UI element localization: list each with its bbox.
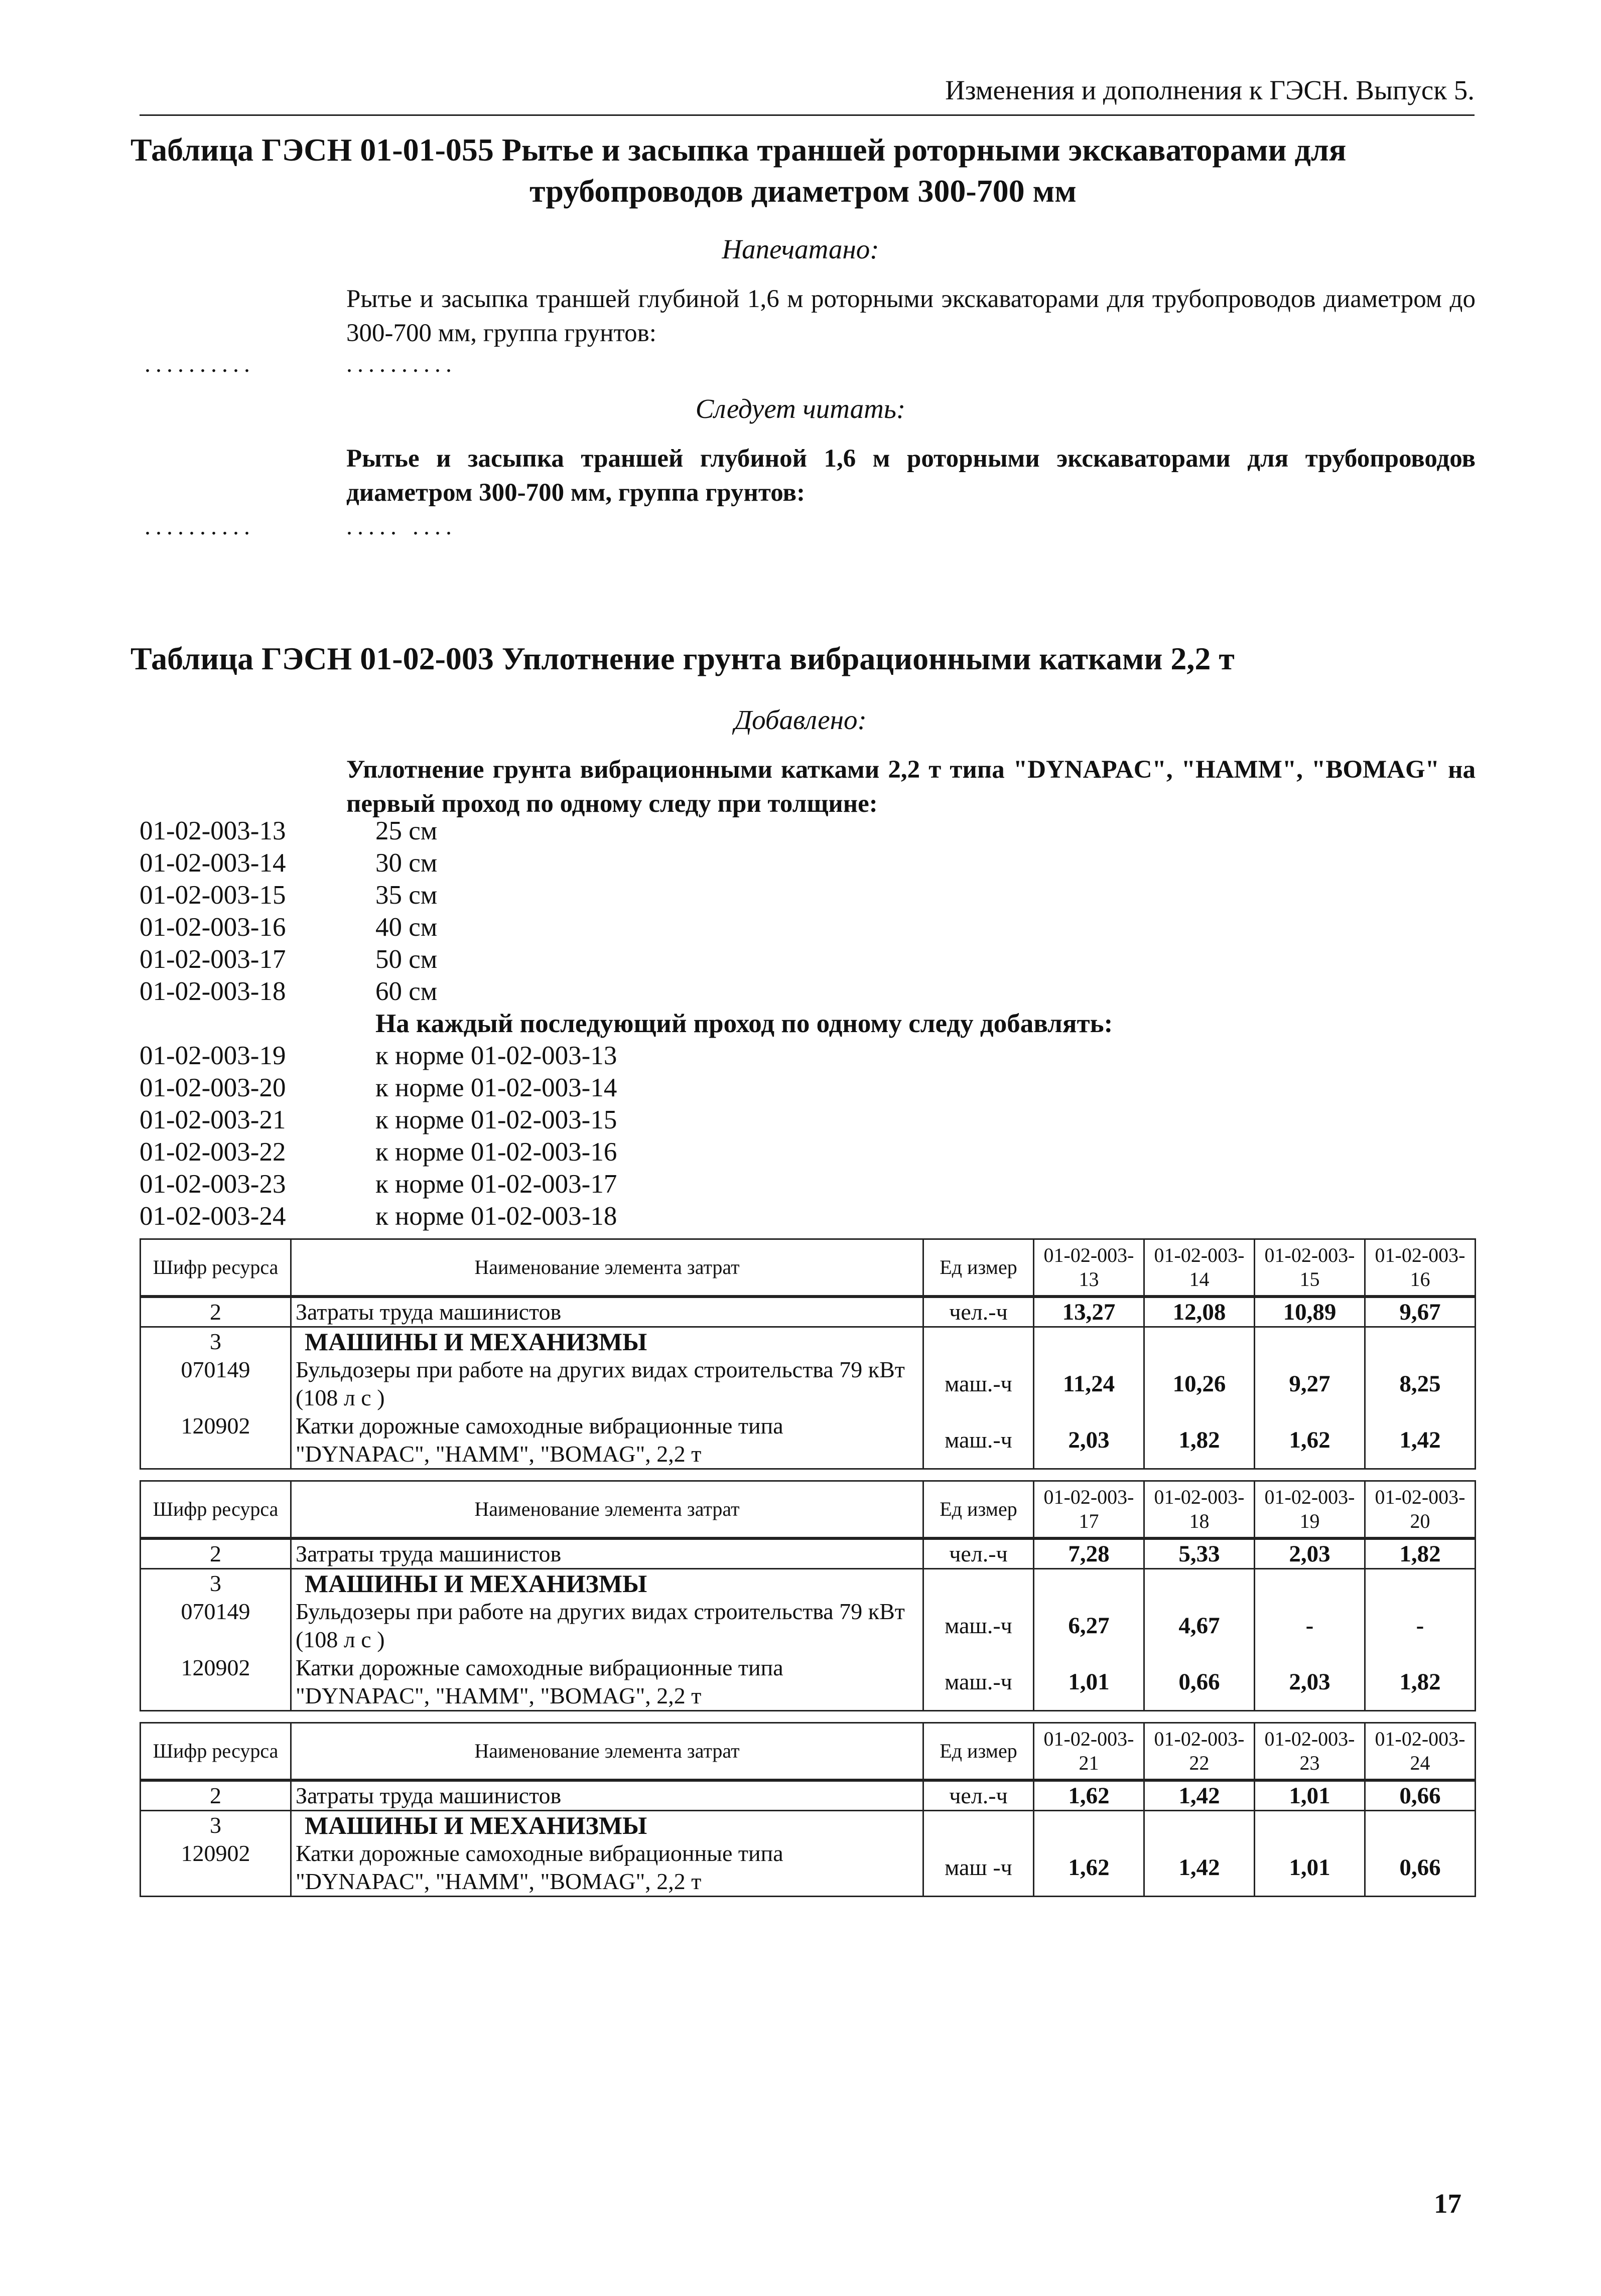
table-section-row xyxy=(141,1811,1476,1840)
header-norm-code: 01-02-003-18 xyxy=(1144,1481,1255,1539)
header-unit: Ед измер xyxy=(923,1723,1034,1781)
norm-value: 30 см xyxy=(375,848,438,878)
norm-list-item xyxy=(140,943,1475,975)
resource-code: 120902 xyxy=(141,1412,291,1469)
resource-code: 2 xyxy=(141,1297,291,1327)
norm-value: 0,66 xyxy=(1365,1839,1476,1897)
norm-value: 10,89 xyxy=(1255,1297,1365,1327)
header-norm-code: 01-02-003-13 xyxy=(1034,1239,1144,1297)
resource-code: 120902 xyxy=(141,1839,291,1897)
header-norm-code: 01-02-003-19 xyxy=(1255,1481,1365,1539)
norm-value: 50 см xyxy=(375,945,438,974)
norm-value xyxy=(1034,1569,1144,1598)
norm-list-item xyxy=(140,815,1475,847)
norm-value: 1,42 xyxy=(1144,1839,1255,1897)
page-number: 17 xyxy=(1434,2188,1461,2219)
norm-value: 1,82 xyxy=(1144,1412,1255,1469)
norm-value: 9,27 xyxy=(1255,1356,1365,1412)
table-row xyxy=(141,1297,1476,1327)
norm-list-item xyxy=(140,1168,1475,1200)
section-name: МАШИНЫ И МЕХАНИЗМЫ xyxy=(291,1811,923,1840)
norm-value: 13,27 xyxy=(1034,1297,1144,1327)
norm-value: 1,01 xyxy=(1255,1839,1365,1897)
table-section-row xyxy=(141,1569,1476,1598)
norm-value: 60 см xyxy=(375,977,438,1006)
resource-code: 3 xyxy=(141,1327,291,1356)
norm-code: 01-02-003-21 xyxy=(140,1105,286,1134)
norm-code: 01-02-003-16 xyxy=(140,913,286,942)
norm-value xyxy=(1365,1327,1476,1356)
norm-code: 01-02-003-17 xyxy=(140,945,286,974)
norm-value: 7,28 xyxy=(1034,1538,1144,1569)
running-header: Изменения и дополнения к ГЭСН. Выпуск 5. xyxy=(140,70,1475,116)
table-row xyxy=(141,1538,1476,1569)
norm-value xyxy=(1255,1327,1365,1356)
table-row xyxy=(141,1598,1476,1654)
unit: чел.-ч xyxy=(923,1780,1034,1811)
norm-code: 01-02-003-19 xyxy=(140,1041,286,1070)
norm-list-item xyxy=(140,975,1475,1008)
header-element-name: Наименование элемента затрат xyxy=(291,1239,923,1297)
unit: маш.-ч xyxy=(923,1598,1034,1654)
subsequent-pass-heading: На каждый последующий проход по одному следу добавлять: xyxy=(375,1009,1113,1038)
printed-dots-right: .......... xyxy=(346,351,457,377)
norm-code: 01-02-003-18 xyxy=(140,977,286,1006)
resource-code: 2 xyxy=(141,1780,291,1811)
table-row xyxy=(141,1412,1476,1469)
table-row xyxy=(141,1839,1476,1897)
norm-value: 1,42 xyxy=(1365,1412,1476,1469)
printed-label: Напечатано: xyxy=(722,234,879,264)
norm-value: к норме 01-02-003-16 xyxy=(375,1137,617,1167)
unit xyxy=(923,1327,1034,1356)
norm-value: 10,26 xyxy=(1144,1356,1255,1412)
header-resource-code: Шифр ресурса xyxy=(141,1239,291,1297)
unit: маш.-ч xyxy=(923,1412,1034,1469)
unit: маш.-ч xyxy=(923,1654,1034,1711)
element-name: Катки дорожные самоходные вибрационные типа "DYNAPAC", "HAMM", "BOMAG", 2,2 т xyxy=(291,1654,923,1711)
section-name: МАШИНЫ И МЕХАНИЗМЫ xyxy=(291,1569,923,1598)
norm-value: 2,03 xyxy=(1255,1538,1365,1569)
element-name: Бульдозеры при работе на других видах строительства 79 кВт (108 л с ) xyxy=(291,1356,923,1412)
resource-code: 070149 xyxy=(141,1598,291,1654)
header-norm-code: 01-02-003-20 xyxy=(1365,1481,1476,1539)
element-name: Бульдозеры при работе на других видах строительства 79 кВт (108 л с ) xyxy=(291,1598,923,1654)
norm-value xyxy=(1034,1811,1144,1840)
header-norm-code: 01-02-003-17 xyxy=(1034,1481,1144,1539)
read-dots-right: ..... .... xyxy=(346,513,457,540)
unit: чел.-ч xyxy=(923,1297,1034,1327)
header-unit: Ед измер xyxy=(923,1481,1034,1539)
table-row xyxy=(141,1654,1476,1711)
norm-code: 01-02-003-14 xyxy=(140,848,286,878)
norm-value xyxy=(1144,1327,1255,1356)
norm-value: 2,03 xyxy=(1255,1654,1365,1711)
norm-value: 25 см xyxy=(375,816,438,845)
unit xyxy=(923,1569,1034,1598)
norm-code: 01-02-003-24 xyxy=(140,1202,286,1231)
element-name: Затраты труда машинистов xyxy=(291,1538,923,1569)
table-section-row xyxy=(141,1327,1476,1356)
unit: маш.-ч xyxy=(923,1356,1034,1412)
norm-list-item xyxy=(140,847,1475,879)
header-norm-code: 01-02-003-15 xyxy=(1255,1239,1365,1297)
norm-value: 1,01 xyxy=(1034,1654,1144,1711)
norm-value: 40 см xyxy=(375,913,438,942)
norm-value: - xyxy=(1255,1598,1365,1654)
resource-code: 3 xyxy=(141,1569,291,1598)
norm-value xyxy=(1255,1811,1365,1840)
table-row xyxy=(141,1356,1476,1412)
norm-code: 01-02-003-20 xyxy=(140,1073,286,1102)
norm-value: 1,62 xyxy=(1034,1780,1144,1811)
norm-value: 1,01 xyxy=(1255,1780,1365,1811)
norm-value: 8,25 xyxy=(1365,1356,1476,1412)
norm-value xyxy=(1255,1569,1365,1598)
resource-code: 120902 xyxy=(141,1654,291,1711)
norm-value: к норме 01-02-003-15 xyxy=(375,1105,617,1134)
norm-value xyxy=(1365,1569,1476,1598)
header-norm-code: 01-02-003-14 xyxy=(1144,1239,1255,1297)
norm-value: 0,66 xyxy=(1144,1654,1255,1711)
norm-value: 11,24 xyxy=(1034,1356,1144,1412)
norm-value: 6,27 xyxy=(1034,1598,1144,1654)
norm-value: 4,67 xyxy=(1144,1598,1255,1654)
norm-value: 2,03 xyxy=(1034,1412,1144,1469)
norm-code: 01-02-003-15 xyxy=(140,881,286,910)
read-dots-left: .......... xyxy=(145,513,255,540)
norm-value xyxy=(1144,1811,1255,1840)
norm-value: 1,82 xyxy=(1365,1654,1476,1711)
header-norm-code: 01-02-003-21 xyxy=(1034,1723,1144,1781)
table-header-row xyxy=(141,1481,1476,1539)
norm-code: 01-02-003-23 xyxy=(140,1170,286,1199)
resource-table xyxy=(140,1722,1476,1897)
resource-code: 3 xyxy=(141,1811,291,1840)
unit: маш -ч xyxy=(923,1839,1034,1897)
added-label: Добавлено: xyxy=(734,704,867,735)
norm-list-item xyxy=(140,879,1475,911)
norm-value: 1,82 xyxy=(1365,1538,1476,1569)
norm-list-item xyxy=(140,1136,1475,1168)
read-label: Следует читать: xyxy=(695,393,906,424)
header-unit: Ед измер xyxy=(923,1239,1034,1297)
table-row xyxy=(141,1780,1476,1811)
norm-value: 35 см xyxy=(375,881,438,910)
unit xyxy=(923,1811,1034,1840)
element-name: Катки дорожные самоходные вибрационные типа "DYNAPAC", "HAMM", "BOMAG", 2,2 т xyxy=(291,1839,923,1897)
norm-value: 1,62 xyxy=(1255,1412,1365,1469)
norm-value: к норме 01-02-003-14 xyxy=(375,1073,617,1102)
norm-value: 1,42 xyxy=(1144,1780,1255,1811)
added-intro: Уплотнение грунта вибрационными катками 2,2 т типа "DYNAPAC", "HAMM", "BOMAG" на первый проход по одному следу при толщине: xyxy=(346,756,1476,818)
header-element-name: Наименование элемента затрат xyxy=(291,1723,923,1781)
norm-code: 01-02-003-13 xyxy=(140,816,286,845)
norm-value: 12,08 xyxy=(1144,1297,1255,1327)
section1-title-line2: трубопроводов диаметром 300-700 мм xyxy=(529,173,1077,209)
read-text: Рытье и засыпка траншей глубиной 1,6 м роторными экскаваторами для трубопроводов диаметром 300-700 мм, группа грунтов: xyxy=(346,445,1476,507)
header-resource-code: Шифр ресурса xyxy=(141,1723,291,1781)
norm-value: к норме 01-02-003-17 xyxy=(375,1170,617,1199)
resource-code: 2 xyxy=(141,1538,291,1569)
header-resource-code: Шифр ресурса xyxy=(141,1481,291,1539)
norm-value: - xyxy=(1365,1598,1476,1654)
norm-code: 01-02-003-22 xyxy=(140,1137,286,1167)
header-norm-code: 01-02-003-16 xyxy=(1365,1239,1476,1297)
norm-value xyxy=(1034,1327,1144,1356)
element-name: Затраты труда машинистов xyxy=(291,1780,923,1811)
norm-list-item xyxy=(140,1200,1475,1232)
norm-list-item xyxy=(140,1072,1475,1104)
norm-list-item xyxy=(140,911,1475,943)
norm-value xyxy=(1144,1569,1255,1598)
printed-text: Рытье и засыпка траншей глубиной 1,6 м роторными экскаваторами для трубопроводов диаметром до 300-700 мм, группа грунтов: xyxy=(346,285,1476,347)
norm-list-item xyxy=(140,1104,1475,1136)
unit: чел.-ч xyxy=(923,1538,1034,1569)
norm-value: 1,62 xyxy=(1034,1839,1144,1897)
resource-table xyxy=(140,1238,1476,1470)
table-header-row xyxy=(141,1723,1476,1781)
norm-value xyxy=(1365,1811,1476,1840)
norm-value: к норме 01-02-003-18 xyxy=(375,1202,617,1231)
norm-value: 5,33 xyxy=(1144,1538,1255,1569)
element-name: Затраты труда машинистов xyxy=(291,1297,923,1327)
printed-dots-left: .......... xyxy=(145,351,255,377)
table-header-row xyxy=(141,1239,1476,1297)
section-name: МАШИНЫ И МЕХАНИЗМЫ xyxy=(291,1327,923,1356)
header-norm-code: 01-02-003-24 xyxy=(1365,1723,1476,1781)
norm-value: к норме 01-02-003-13 xyxy=(375,1041,617,1070)
resource-table xyxy=(140,1480,1476,1711)
norm-list-item xyxy=(140,1040,1475,1072)
section1-title-line1: Таблица ГЭСН 01-01-055 Рытье и засыпка траншей роторными экскаваторами для xyxy=(130,132,1347,168)
norm-value: 0,66 xyxy=(1365,1780,1476,1811)
resource-code: 070149 xyxy=(141,1356,291,1412)
section2-title: Таблица ГЭСН 01-02-003 Уплотнение грунта вибрационными катками 2,2 т xyxy=(130,641,1235,676)
header-norm-code: 01-02-003-22 xyxy=(1144,1723,1255,1781)
element-name: Катки дорожные самоходные вибрационные типа "DYNAPAC", "HAMM", "BOMAG", 2,2 т xyxy=(291,1412,923,1469)
header-element-name: Наименование элемента затрат xyxy=(291,1481,923,1539)
norm-value: 9,67 xyxy=(1365,1297,1476,1327)
header-norm-code: 01-02-003-23 xyxy=(1255,1723,1365,1781)
